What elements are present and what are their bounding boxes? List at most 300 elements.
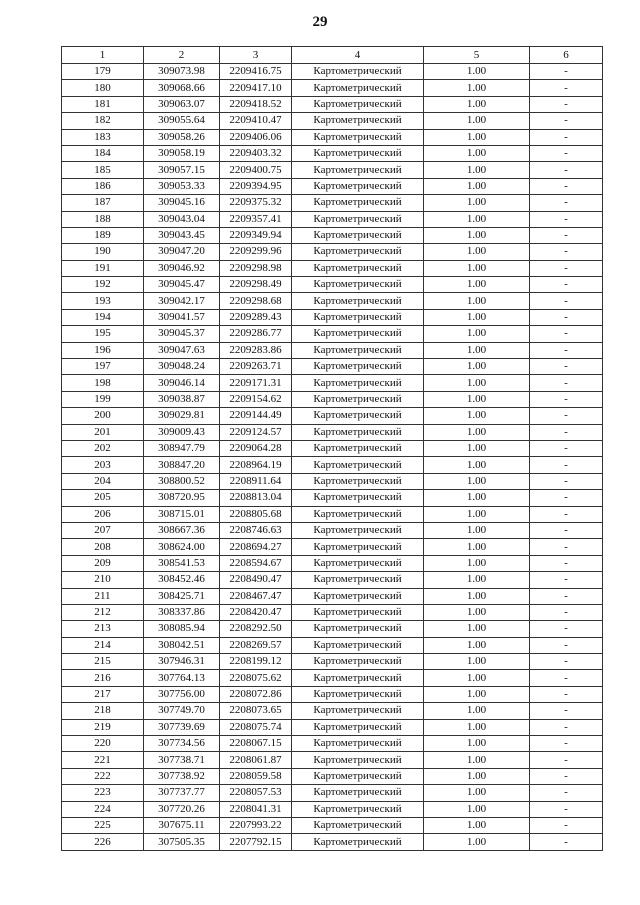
- accuracy-cell: 1.00: [424, 178, 530, 194]
- point-number-cell: 180: [62, 80, 144, 96]
- y-coordinate-cell: 2207993.22: [220, 817, 292, 833]
- table-row: [62, 473, 603, 489]
- x-coordinate-cell: 309038.87: [144, 391, 220, 407]
- point-number-cell: 182: [62, 113, 144, 129]
- method-cell: Картометрический: [292, 211, 424, 227]
- method-cell: Картометрический: [292, 244, 424, 260]
- x-coordinate-cell: 309073.98: [144, 64, 220, 80]
- table-row: [62, 129, 603, 145]
- point-number-cell: 220: [62, 736, 144, 752]
- x-coordinate-cell: 309063.07: [144, 96, 220, 112]
- x-coordinate-cell: 309057.15: [144, 162, 220, 178]
- x-coordinate-cell: 307739.69: [144, 719, 220, 735]
- table-row: [62, 785, 603, 801]
- x-coordinate-cell: 307720.26: [144, 801, 220, 817]
- note-cell: -: [530, 178, 603, 194]
- point-number-cell: 194: [62, 309, 144, 325]
- y-coordinate-cell: 2208292.50: [220, 621, 292, 637]
- x-coordinate-cell: 308847.20: [144, 457, 220, 473]
- point-number-cell: 183: [62, 129, 144, 145]
- accuracy-cell: 1.00: [424, 555, 530, 571]
- y-coordinate-cell: 2209400.75: [220, 162, 292, 178]
- table-row: [62, 834, 603, 850]
- point-number-cell: 184: [62, 145, 144, 161]
- note-cell: -: [530, 719, 603, 735]
- x-coordinate-cell: 308947.79: [144, 440, 220, 456]
- point-number-cell: 195: [62, 326, 144, 342]
- table-row: [62, 522, 603, 538]
- method-cell: Картометрический: [292, 129, 424, 145]
- method-cell: Картометрический: [292, 440, 424, 456]
- point-number-cell: 226: [62, 834, 144, 850]
- x-coordinate-cell: 309068.66: [144, 80, 220, 96]
- method-cell: Картометрический: [292, 145, 424, 161]
- note-cell: -: [530, 539, 603, 555]
- column-header: 4: [292, 47, 424, 64]
- table-row: [62, 277, 603, 293]
- y-coordinate-cell: 2209154.62: [220, 391, 292, 407]
- point-number-cell: 200: [62, 408, 144, 424]
- accuracy-cell: 1.00: [424, 96, 530, 112]
- method-cell: Картометрический: [292, 490, 424, 506]
- accuracy-cell: 1.00: [424, 670, 530, 686]
- note-cell: -: [530, 260, 603, 276]
- accuracy-cell: 1.00: [424, 473, 530, 489]
- accuracy-cell: 1.00: [424, 64, 530, 80]
- point-number-cell: 221: [62, 752, 144, 768]
- accuracy-cell: 1.00: [424, 424, 530, 440]
- table-row: [62, 539, 603, 555]
- note-cell: -: [530, 309, 603, 325]
- y-coordinate-cell: 2209349.94: [220, 227, 292, 243]
- point-number-cell: 216: [62, 670, 144, 686]
- table-row: [62, 293, 603, 309]
- table-row: [62, 244, 603, 260]
- table-row: [62, 736, 603, 752]
- note-cell: -: [530, 80, 603, 96]
- y-coordinate-cell: 2208075.74: [220, 719, 292, 735]
- point-number-cell: 222: [62, 768, 144, 784]
- note-cell: -: [530, 195, 603, 211]
- note-cell: -: [530, 785, 603, 801]
- point-number-cell: 185: [62, 162, 144, 178]
- method-cell: Картометрический: [292, 817, 424, 833]
- table-row: [62, 440, 603, 456]
- x-coordinate-cell: 307737.77: [144, 785, 220, 801]
- y-coordinate-cell: 2208694.27: [220, 539, 292, 555]
- x-coordinate-cell: 307756.00: [144, 686, 220, 702]
- y-coordinate-cell: 2209416.75: [220, 64, 292, 80]
- x-coordinate-cell: 309046.14: [144, 375, 220, 391]
- accuracy-cell: 1.00: [424, 440, 530, 456]
- method-cell: Картометрический: [292, 309, 424, 325]
- table-row: [62, 391, 603, 407]
- y-coordinate-cell: 2209298.68: [220, 293, 292, 309]
- accuracy-cell: 1.00: [424, 801, 530, 817]
- x-coordinate-cell: 308720.95: [144, 490, 220, 506]
- note-cell: -: [530, 588, 603, 604]
- accuracy-cell: 1.00: [424, 834, 530, 850]
- x-coordinate-cell: 308715.01: [144, 506, 220, 522]
- table-row: [62, 637, 603, 653]
- note-cell: -: [530, 506, 603, 522]
- table-row: [62, 506, 603, 522]
- point-number-cell: 209: [62, 555, 144, 571]
- method-cell: Картометрический: [292, 736, 424, 752]
- note-cell: -: [530, 277, 603, 293]
- column-header: 2: [144, 47, 220, 64]
- accuracy-cell: 1.00: [424, 719, 530, 735]
- accuracy-cell: 1.00: [424, 309, 530, 325]
- table-row: [62, 375, 603, 391]
- table-row: [62, 145, 603, 161]
- y-coordinate-cell: 2209298.49: [220, 277, 292, 293]
- x-coordinate-cell: 307764.13: [144, 670, 220, 686]
- y-coordinate-cell: 2208199.12: [220, 654, 292, 670]
- x-coordinate-cell: 308800.52: [144, 473, 220, 489]
- x-coordinate-cell: 307505.35: [144, 834, 220, 850]
- method-cell: Картометрический: [292, 801, 424, 817]
- method-cell: Картометрический: [292, 64, 424, 80]
- note-cell: -: [530, 522, 603, 538]
- coordinates-table: [61, 46, 603, 851]
- method-cell: Картометрический: [292, 539, 424, 555]
- point-number-cell: 191: [62, 260, 144, 276]
- x-coordinate-cell: 308452.46: [144, 572, 220, 588]
- x-coordinate-cell: 309009.43: [144, 424, 220, 440]
- y-coordinate-cell: 2208059.58: [220, 768, 292, 784]
- y-coordinate-cell: 2208805.68: [220, 506, 292, 522]
- note-cell: -: [530, 145, 603, 161]
- point-number-cell: 179: [62, 64, 144, 80]
- note-cell: -: [530, 162, 603, 178]
- note-cell: -: [530, 490, 603, 506]
- point-number-cell: 211: [62, 588, 144, 604]
- x-coordinate-cell: 309043.45: [144, 227, 220, 243]
- note-cell: -: [530, 129, 603, 145]
- method-cell: Картометрический: [292, 686, 424, 702]
- note-cell: -: [530, 637, 603, 653]
- point-number-cell: 205: [62, 490, 144, 506]
- method-cell: Картометрический: [292, 506, 424, 522]
- table-row: [62, 621, 603, 637]
- point-number-cell: 206: [62, 506, 144, 522]
- method-cell: Картометрический: [292, 391, 424, 407]
- point-number-cell: 198: [62, 375, 144, 391]
- table-row: [62, 359, 603, 375]
- x-coordinate-cell: 309048.24: [144, 359, 220, 375]
- table-row: [62, 572, 603, 588]
- point-number-cell: 214: [62, 637, 144, 653]
- point-number-cell: 190: [62, 244, 144, 260]
- note-cell: -: [530, 96, 603, 112]
- note-cell: -: [530, 703, 603, 719]
- table-row: [62, 113, 603, 129]
- x-coordinate-cell: 307738.92: [144, 768, 220, 784]
- y-coordinate-cell: 2208467.47: [220, 588, 292, 604]
- table-row: [62, 490, 603, 506]
- x-coordinate-cell: 309042.17: [144, 293, 220, 309]
- note-cell: -: [530, 473, 603, 489]
- y-coordinate-cell: 2209357.41: [220, 211, 292, 227]
- method-cell: Картометрический: [292, 752, 424, 768]
- table-row: [62, 752, 603, 768]
- point-number-cell: 215: [62, 654, 144, 670]
- point-number-cell: 213: [62, 621, 144, 637]
- accuracy-cell: 1.00: [424, 129, 530, 145]
- x-coordinate-cell: 308667.36: [144, 522, 220, 538]
- x-coordinate-cell: 309045.16: [144, 195, 220, 211]
- x-coordinate-cell: 309043.04: [144, 211, 220, 227]
- accuracy-cell: 1.00: [424, 80, 530, 96]
- x-coordinate-cell: 308541.53: [144, 555, 220, 571]
- y-coordinate-cell: 2209375.32: [220, 195, 292, 211]
- method-cell: Картометрический: [292, 572, 424, 588]
- accuracy-cell: 1.00: [424, 686, 530, 702]
- method-cell: Картометрический: [292, 703, 424, 719]
- table-row: [62, 309, 603, 325]
- y-coordinate-cell: 2209124.57: [220, 424, 292, 440]
- table-row: [62, 162, 603, 178]
- accuracy-cell: 1.00: [424, 145, 530, 161]
- table-row: [62, 211, 603, 227]
- point-number-cell: 210: [62, 572, 144, 588]
- table-row: [62, 670, 603, 686]
- table-row: [62, 195, 603, 211]
- accuracy-cell: 1.00: [424, 785, 530, 801]
- method-cell: Картометрический: [292, 408, 424, 424]
- accuracy-cell: 1.00: [424, 654, 530, 670]
- accuracy-cell: 1.00: [424, 621, 530, 637]
- method-cell: Картометрический: [292, 326, 424, 342]
- note-cell: -: [530, 211, 603, 227]
- accuracy-cell: 1.00: [424, 817, 530, 833]
- accuracy-cell: 1.00: [424, 342, 530, 358]
- y-coordinate-cell: 2209394.95: [220, 178, 292, 194]
- x-coordinate-cell: 309041.57: [144, 309, 220, 325]
- note-cell: -: [530, 768, 603, 784]
- table-row: [62, 604, 603, 620]
- table-row: [62, 719, 603, 735]
- method-cell: Картометрический: [292, 96, 424, 112]
- point-number-cell: 192: [62, 277, 144, 293]
- note-cell: -: [530, 817, 603, 833]
- x-coordinate-cell: 309058.19: [144, 145, 220, 161]
- note-cell: -: [530, 670, 603, 686]
- note-cell: -: [530, 375, 603, 391]
- point-number-cell: 187: [62, 195, 144, 211]
- method-cell: Картометрический: [292, 604, 424, 620]
- y-coordinate-cell: 2208964.19: [220, 457, 292, 473]
- accuracy-cell: 1.00: [424, 211, 530, 227]
- x-coordinate-cell: 308425.71: [144, 588, 220, 604]
- method-cell: Картометрический: [292, 293, 424, 309]
- table-row: [62, 555, 603, 571]
- x-coordinate-cell: 307675.11: [144, 817, 220, 833]
- x-coordinate-cell: 309047.63: [144, 342, 220, 358]
- method-cell: Картометрический: [292, 637, 424, 653]
- method-cell: Картометрический: [292, 227, 424, 243]
- point-number-cell: 223: [62, 785, 144, 801]
- point-number-cell: 196: [62, 342, 144, 358]
- accuracy-cell: 1.00: [424, 522, 530, 538]
- table-row: [62, 817, 603, 833]
- table-row: [62, 227, 603, 243]
- method-cell: Картометрический: [292, 113, 424, 129]
- x-coordinate-cell: 309029.81: [144, 408, 220, 424]
- table-row: [62, 457, 603, 473]
- x-coordinate-cell: 307946.31: [144, 654, 220, 670]
- y-coordinate-cell: 2209417.10: [220, 80, 292, 96]
- method-cell: Картометрический: [292, 719, 424, 735]
- y-coordinate-cell: 2208813.04: [220, 490, 292, 506]
- method-cell: Картометрический: [292, 785, 424, 801]
- table-row: [62, 703, 603, 719]
- y-coordinate-cell: 2209299.96: [220, 244, 292, 260]
- point-number-cell: 189: [62, 227, 144, 243]
- note-cell: -: [530, 113, 603, 129]
- y-coordinate-cell: 2208420.47: [220, 604, 292, 620]
- accuracy-cell: 1.00: [424, 768, 530, 784]
- accuracy-cell: 1.00: [424, 604, 530, 620]
- method-cell: Картометрический: [292, 670, 424, 686]
- note-cell: -: [530, 604, 603, 620]
- y-coordinate-cell: 2208041.31: [220, 801, 292, 817]
- point-number-cell: 208: [62, 539, 144, 555]
- table-row: [62, 424, 603, 440]
- method-cell: Картометрический: [292, 473, 424, 489]
- accuracy-cell: 1.00: [424, 736, 530, 752]
- x-coordinate-cell: 307738.71: [144, 752, 220, 768]
- point-number-cell: 186: [62, 178, 144, 194]
- accuracy-cell: 1.00: [424, 539, 530, 555]
- y-coordinate-cell: 2209064.28: [220, 440, 292, 456]
- point-number-cell: 193: [62, 293, 144, 309]
- table-row: [62, 96, 603, 112]
- note-cell: -: [530, 801, 603, 817]
- note-cell: -: [530, 227, 603, 243]
- point-number-cell: 188: [62, 211, 144, 227]
- table-row: [62, 178, 603, 194]
- point-number-cell: 225: [62, 817, 144, 833]
- x-coordinate-cell: 309046.92: [144, 260, 220, 276]
- note-cell: -: [530, 555, 603, 571]
- method-cell: Картометрический: [292, 588, 424, 604]
- y-coordinate-cell: 2209410.47: [220, 113, 292, 129]
- method-cell: Картометрический: [292, 342, 424, 358]
- point-number-cell: 217: [62, 686, 144, 702]
- y-coordinate-cell: 2209171.31: [220, 375, 292, 391]
- y-coordinate-cell: 2208269.57: [220, 637, 292, 653]
- y-coordinate-cell: 2209283.86: [220, 342, 292, 358]
- column-header: 6: [530, 47, 603, 64]
- method-cell: Картометрический: [292, 178, 424, 194]
- y-coordinate-cell: 2209418.52: [220, 96, 292, 112]
- point-number-cell: 201: [62, 424, 144, 440]
- y-coordinate-cell: 2208746.63: [220, 522, 292, 538]
- accuracy-cell: 1.00: [424, 326, 530, 342]
- note-cell: -: [530, 424, 603, 440]
- note-cell: -: [530, 342, 603, 358]
- accuracy-cell: 1.00: [424, 375, 530, 391]
- note-cell: -: [530, 326, 603, 342]
- note-cell: -: [530, 457, 603, 473]
- y-coordinate-cell: 2208067.15: [220, 736, 292, 752]
- method-cell: Картометрический: [292, 375, 424, 391]
- x-coordinate-cell: 309047.20: [144, 244, 220, 260]
- table-row: [62, 260, 603, 276]
- table-header-row: [62, 47, 603, 64]
- x-coordinate-cell: 309058.26: [144, 129, 220, 145]
- y-coordinate-cell: 2208911.64: [220, 473, 292, 489]
- page-number: 29: [312, 14, 328, 30]
- point-number-cell: 203: [62, 457, 144, 473]
- column-header: 1: [62, 47, 144, 64]
- accuracy-cell: 1.00: [424, 244, 530, 260]
- table-row: [62, 654, 603, 670]
- x-coordinate-cell: 307734.56: [144, 736, 220, 752]
- x-coordinate-cell: 308624.00: [144, 539, 220, 555]
- table-row: [62, 686, 603, 702]
- point-number-cell: 218: [62, 703, 144, 719]
- accuracy-cell: 1.00: [424, 637, 530, 653]
- note-cell: -: [530, 834, 603, 850]
- note-cell: -: [530, 572, 603, 588]
- point-number-cell: 181: [62, 96, 144, 112]
- y-coordinate-cell: 2209263.71: [220, 359, 292, 375]
- method-cell: Картометрический: [292, 277, 424, 293]
- x-coordinate-cell: 309055.64: [144, 113, 220, 129]
- accuracy-cell: 1.00: [424, 293, 530, 309]
- accuracy-cell: 1.00: [424, 162, 530, 178]
- table-body: [62, 64, 603, 851]
- table-row: [62, 342, 603, 358]
- table-row: [62, 80, 603, 96]
- point-number-cell: 204: [62, 473, 144, 489]
- method-cell: Картометрический: [292, 195, 424, 211]
- y-coordinate-cell: 2208075.62: [220, 670, 292, 686]
- y-coordinate-cell: 2209403.32: [220, 145, 292, 161]
- x-coordinate-cell: 308337.86: [144, 604, 220, 620]
- y-coordinate-cell: 2208490.47: [220, 572, 292, 588]
- method-cell: Картометрический: [292, 768, 424, 784]
- table-row: [62, 588, 603, 604]
- point-number-cell: 219: [62, 719, 144, 735]
- note-cell: -: [530, 244, 603, 260]
- x-coordinate-cell: 308042.51: [144, 637, 220, 653]
- method-cell: Картометрический: [292, 260, 424, 276]
- accuracy-cell: 1.00: [424, 260, 530, 276]
- accuracy-cell: 1.00: [424, 490, 530, 506]
- note-cell: -: [530, 654, 603, 670]
- y-coordinate-cell: 2209298.98: [220, 260, 292, 276]
- y-coordinate-cell: 2208072.86: [220, 686, 292, 702]
- table-row: [62, 768, 603, 784]
- x-coordinate-cell: 309053.33: [144, 178, 220, 194]
- point-number-cell: 212: [62, 604, 144, 620]
- point-number-cell: 224: [62, 801, 144, 817]
- y-coordinate-cell: 2209144.49: [220, 408, 292, 424]
- accuracy-cell: 1.00: [424, 752, 530, 768]
- y-coordinate-cell: 2208057.53: [220, 785, 292, 801]
- note-cell: -: [530, 621, 603, 637]
- point-number-cell: 199: [62, 391, 144, 407]
- method-cell: Картометрический: [292, 162, 424, 178]
- point-number-cell: 197: [62, 359, 144, 375]
- note-cell: -: [530, 293, 603, 309]
- accuracy-cell: 1.00: [424, 195, 530, 211]
- y-coordinate-cell: 2209289.43: [220, 309, 292, 325]
